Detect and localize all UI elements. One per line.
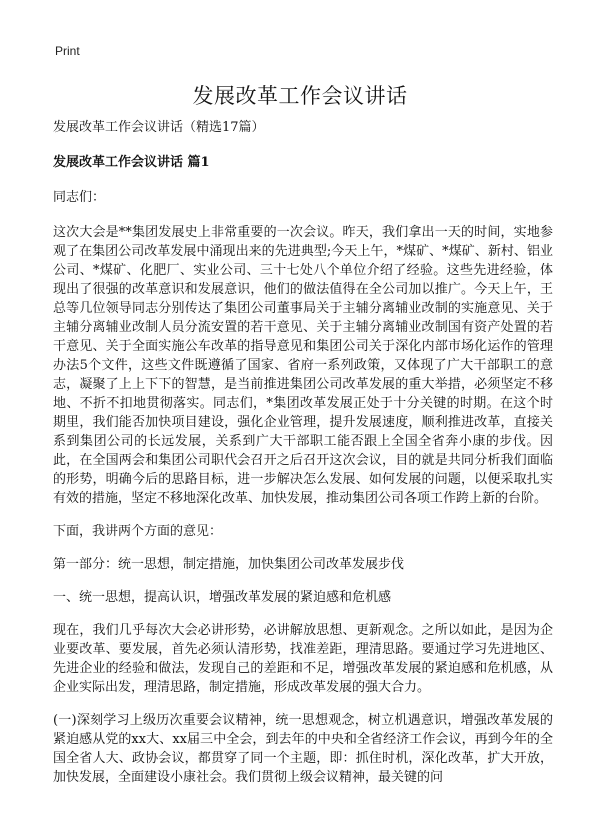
print-link[interactable]: Print xyxy=(55,44,80,58)
greeting-line: 同志们： xyxy=(53,190,106,205)
paragraph-situation: 现在，我们几乎每次大会必讲形势，必讲解放思想、更新观念。之所以如此，是因为企业要改革、要发展，首先必须认清形势，找准差距，理清思路。要通过学习先进地区、先进企业的经验和做法，发现自己的差距和不足，增强改革发展的紧迫感和危机感，从企业实际出发，理清思路，制定措施，形成改革发展的强大合力。 xyxy=(53,623,553,695)
paragraph-outline: 下面，我讲两个方面的意见： xyxy=(53,524,223,539)
paragraph-part-one-heading: 第一部分：统一思想，制定措施，加快集团公司改革发展步伐 xyxy=(53,557,405,572)
page-title: 发展改革工作会议讲话 xyxy=(192,84,408,108)
paragraph-subsection-one: (一)深刻学习上级历次重要会议精神，统一思想观念，树立机遇意识，增强改革发展的紧迫感从党的xx大、xx届三中全会，到去年的中央和全省经济工作会议，再到今年的全国全省人大、政协会议，都贯穿了同一个主题，即：抓住时机，深化改革，扩大开放，加快发展，全面建设小康社会。我们贯彻上级会议精神，最关键的问 xyxy=(53,713,553,785)
document-subtitle: 发展改革工作会议讲话（精选17篇） xyxy=(53,120,265,135)
section-heading: 发展改革工作会议讲话 篇1 xyxy=(53,155,210,170)
paragraph-section-one-heading: 一、统一思想，提高认识，增强改革发展的紧迫感和危机感 xyxy=(53,590,392,605)
paragraph-intro: 这次大会是**集团发展史上非常重要的一次会议。昨天，我们拿出一天的时间，实地参观了在集团公司改革发展中涌现出来的先进典型;今天上午，*煤矿、*煤矿、新村、铝业公司、*煤矿、化肥厂、实业公司、三十七处八个单位介绍了经验。这些先进经验，体现出了很强的改革意识和发展意识，他们的做法值得在全公司加以推广。今天上午，王总等几位领导同志分别传达了集团公司董事局关于主辅分离辅业改制的实施意见、关于主辅分离辅业改制人员分流安置的若干意见、关于主辅分离辅业改制国有资产处置的若干意见、关于全面实施公车改革的指导意见和集团公司关于深化内部市场化运作的管理办法5个文件，这些文件既遵循了国家、省府一系列政策，又体现了广大干部职工的意志，凝聚了上上下下的智慧，是当前推进集团公司改革发展的重大举措，必须坚定不移地、不折不扣地贯彻落实。同志们，*集团改革发展正处于十分关键的时期。在这个时期里，我们能否加快项目建设，强化企业管理，提升发展速度，顺利推进改革，直接关系到集团公司的长远发展，关系到广大干部职工能否跟上全国全省奔小康的步伐。因此，在全国两会和集团公司职代会召开之后召开这次会议，目的就是共同分析我们面临的形势，明确今后的思路目标，进一步解决怎么发展、如何发展的问题，以便采取扎实有效的措施，坚定不移地深化改革、加快发展，推动集团公司各项工作跨上新的台阶。 xyxy=(53,225,553,506)
document-body xyxy=(53,118,553,801)
